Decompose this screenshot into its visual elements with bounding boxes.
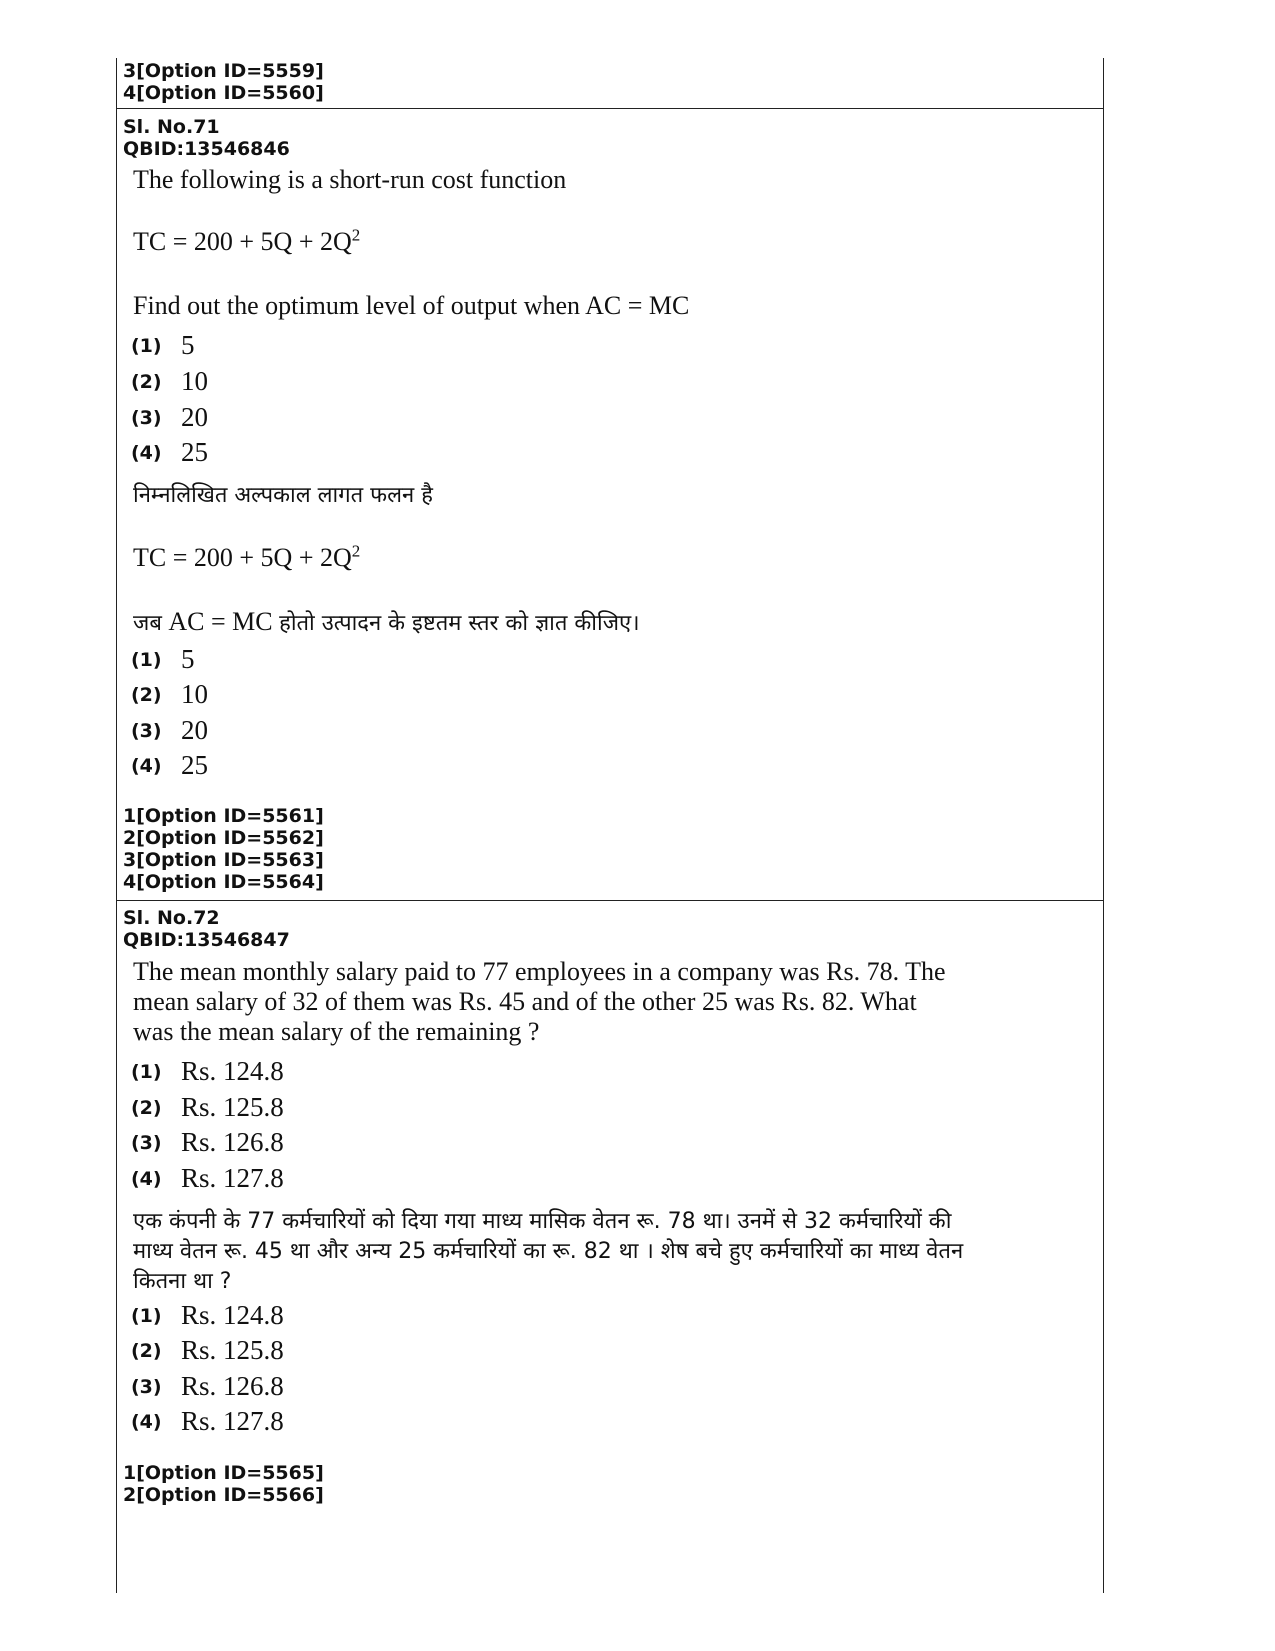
option-id-line: 2[Option ID=5566] <box>123 1484 324 1506</box>
answer-option: (4) Rs. 127.8 <box>131 1406 284 1436</box>
question-bank-id: QBID:13546846 <box>123 138 290 160</box>
option-id-line: 4[Option ID=5564] <box>123 871 324 893</box>
answer-option: (3) Rs. 126.8 <box>131 1371 284 1401</box>
answer-option: (1) 5 <box>131 644 195 674</box>
answer-option: (2) 10 <box>131 366 208 396</box>
question-paper-page <box>116 58 1104 1593</box>
question-text-en: The following is a short-run cost function <box>133 165 567 194</box>
answer-option: (4) 25 <box>131 750 208 780</box>
serial-number: Sl. No.72 <box>123 907 220 929</box>
answer-option: (2) Rs. 125.8 <box>131 1335 284 1365</box>
serial-number: Sl. No.71 <box>123 116 220 138</box>
question-divider <box>117 108 1103 109</box>
question-text-en: mean salary of 32 of them was Rs. 45 and of the other 25 was Rs. 82. What <box>133 987 917 1016</box>
answer-option: (3) 20 <box>131 402 208 432</box>
question-divider <box>117 900 1103 901</box>
option-id-line: 3[Option ID=5559] <box>123 60 324 82</box>
answer-option: (4) 25 <box>131 437 208 467</box>
answer-option: (3) Rs. 126.8 <box>131 1127 284 1157</box>
question-bank-id: QBID:13546847 <box>123 929 290 951</box>
cost-function-formula-hi: TC = $200 + 5Q + 2Q^2$ <box>133 541 361 572</box>
answer-option: (2) Rs. 125.8 <box>131 1092 284 1122</box>
answer-option: (1) 5 <box>131 330 195 360</box>
question-prompt-hi: जब AC = MC होतो उत्पादन के इष्टतम स्तर को ज्ञात कीजिए। <box>133 607 640 636</box>
answer-option: (1) Rs. 124.8 <box>131 1056 284 1086</box>
option-id-line: 2[Option ID=5562] <box>123 827 324 849</box>
question-prompt-en: Find out the optimum level of output when AC = MC <box>133 291 690 320</box>
question-text-hi: निम्नलिखित अल्पकाल लागत फलन है <box>133 483 433 508</box>
answer-option: (1) Rs. 124.8 <box>131 1300 284 1330</box>
cost-function-formula-en: TC = $200 + 5Q + 2Q^2$ <box>133 225 361 256</box>
option-id-line: 1[Option ID=5565] <box>123 1462 324 1484</box>
answer-option: (4) Rs. 127.8 <box>131 1163 284 1193</box>
question-text-en: was the mean salary of the remaining ? <box>133 1017 540 1046</box>
answer-option: (2) 10 <box>131 679 208 709</box>
option-id-line: 1[Option ID=5561] <box>123 805 324 827</box>
option-id-line: 3[Option ID=5563] <box>123 849 324 871</box>
option-id-line: 4[Option ID=5560] <box>123 82 324 104</box>
question-text-hi: माध्य वेतन रू. 45 था और अन्य 25 कर्मचारियों का रू. 82 था । शेष बचे हुए कर्मचारियों का माध्य वेतन <box>133 1239 964 1264</box>
question-text-hi: कितना था ? <box>133 1269 232 1294</box>
question-text-en: The mean monthly salary paid to 77 employees in a company was Rs. 78. The <box>133 957 946 986</box>
answer-option: (3) 20 <box>131 715 208 745</box>
question-text-hi: एक कंपनी के 77 कर्मचारियों को दिया गया माध्य मासिक वेतन रू. 78 था। उनमें से 32 कर्मचारियों की <box>133 1209 952 1234</box>
